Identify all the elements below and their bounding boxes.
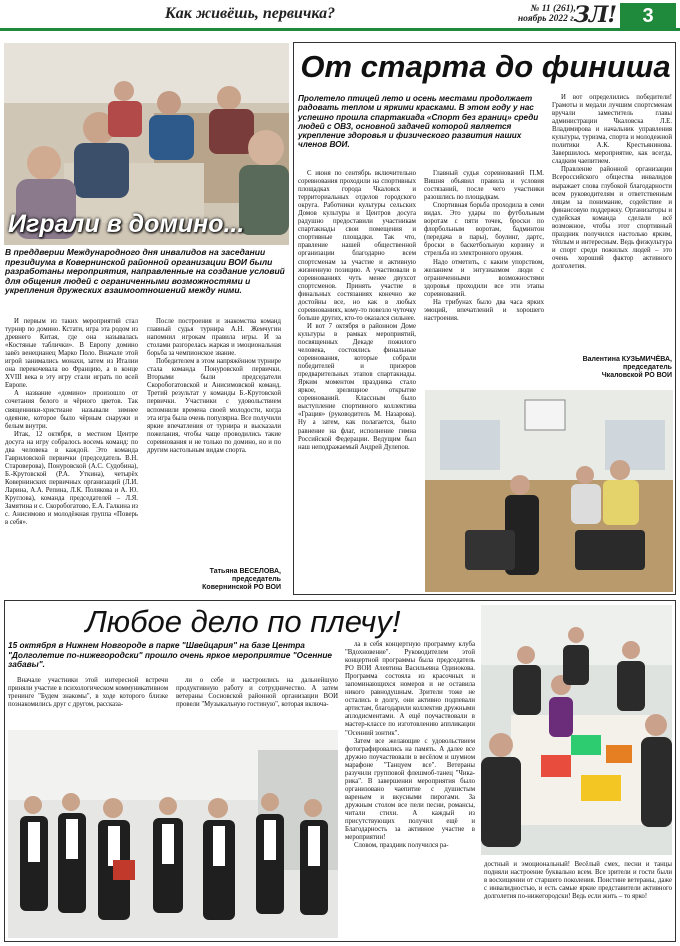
- start-signature: [552, 356, 672, 380]
- page-number: 3: [620, 3, 676, 29]
- domino-title: Играли в домино...: [8, 210, 245, 238]
- issue-info: [506, 4, 576, 24]
- paragraph: На трибунах было два часа ярких эмоций, впечатлений и хорошего настроения.: [424, 298, 544, 322]
- start-col1: [298, 170, 416, 452]
- author-name: Валентина КУЗЬМИЧЁВА,: [582, 356, 672, 363]
- paragraph: С июня по сентябрь включительно соревнования проходили на спортивных площадках города Чкаловск и территориальных отделов городского округа. Работники культуры сельских Домов культуры и Центров досуга радушно предоставили участникам спартакиады свои помещения и спортивные площадки. Так что, правление нашей общественной организации благодарно всем спортсменам за участие и активную жизненную позицию. А участвовали в соревнованиях чуть менее двухсот спортсменов. Принять участие в финальных состязаниях конечно же достойны все, но как в любых соревнованиях, кому-то повезло чуточку больше других, кто-то оказался сильнее.: [298, 170, 416, 322]
- start-col3: [552, 94, 672, 271]
- header-rule: [0, 28, 680, 31]
- paragraph: ли о себе и настроились на дальнейшую продуктивную работу и сотрудничество. А затем ветераны Сосновской районной организации ВОИ провели "Музыкальную гостиную", которая включа-: [176, 677, 338, 709]
- paragraph: Вначале участники этой интересной встречи приняли участие в психологическом коммуникативном тренинге "Будем знакомы", в ходе которого близке познакомились друг с другом, рассказа-: [8, 677, 168, 709]
- paragraph: И вот 7 октября в районном Доме культуры в рамках мероприятий, посвященных Декаде пожилого человека, состоялись финальные соревнования, которые собрали победителей и призеров предварительных этапов спартакиады. Ярким моментом праздника стало яркое, зрелищное открытие соревнований. Классным было выступление спортивного коллектива «Грация» (руководитель М. Назарова). Ну а затем, как полагается, было равнение на флаг, исполнение гимна Российской Федерации. Ведущим был наш неподражаемый Андрей Дулепов.: [298, 322, 416, 451]
- paragraph: И первым из таких мероприятий стал турнир по домино. Кстати, игра эта родом из древнего Китая, где она называлась «Костяные таблички». В Европу домино завёз венецианец Марко Поло. Вначале этой игрой занимались монахи, затем из Италии она перекочевала во Францию, а в конце XVIII века в эту игру стали играть по всей Европе.: [5, 318, 138, 390]
- start-lead: Пролетело птицей лето и осень местами продолжает радовать теплом и яркими красками. В этом году у нас успешно прошла спартакиада «Спорт без границ» среди людей с ОВЗ, основной задачей которой является укрепление здоровья и физического развития наших членов ВОИ.: [298, 94, 539, 150]
- paragraph: Правление районной организации Всероссийского общества инвалидов выражает слова глубокой благодарности всем руководителям и ответственным лицам за понимание, содействие и финансовую поддержку. Организаторы и судейская команда сделали всё возможное, чтобы этот спортивный праздник получился настолько ярким, тёплым и интересным. Ведь физкультура и спорт среди пожилых людей – это очень хороший фактор активного долголетия.: [552, 166, 672, 270]
- veterans-group-image: [8, 730, 338, 938]
- author-org: Чкаловской РО ВОИ: [601, 372, 672, 379]
- paragraph: А название «домино» произошло от сочетания белого и чёрного цветов. Так священники-христиане называли зимнее одеяние, которое было чёрным снаружи и белым внутри.: [5, 390, 138, 430]
- workshop-photo: [481, 605, 672, 855]
- start-title: От старта до финиша: [300, 49, 671, 84]
- issue-number: № 11 (261),: [530, 4, 576, 14]
- section-rubric: Как живёшь, первичка?: [164, 5, 336, 22]
- shoulder-col4: [484, 861, 672, 901]
- paragraph: Затем все желающие с удовольствием фотографировались на память. А далее все дружно поучаствовали в весёлом и шумном марафоне "Танцуем все". Ветераны разучили групповой флешмоб-танец "Чика-рика". В завершении мероприятия было организовано чаепитие с душистым вареньем и вкусными пирогами. За дружным столом все пели песни, романсы, читали стихи. А каждый из присутствующих получил ещё и Благодарность за активное участие в мероприятии!: [345, 737, 475, 842]
- author-role: председатель: [623, 364, 672, 371]
- domino-col2: [147, 318, 281, 455]
- shoulder-lead: 15 октября в Нижнем Новгороде в парке "Швейцария" на базе Центра "Долголетие по-нижегородски" прошло очень яркое мероприятие "Осенние забавы".: [8, 640, 333, 670]
- paragraph: Спортивная борьба проходила в семи видах. Это удары по футбольным воротам с пяти точек, броски по флорбольным воротам, бадминтон (передача в пары), боулинг, дартс, броски в баскетбольную корзину и стрельба из электронного оружия.: [424, 202, 544, 258]
- sports-hall-image: [425, 390, 673, 592]
- shoulder-col2: [176, 677, 338, 709]
- sports-hall-photo: [425, 390, 673, 592]
- domino-lead: В преддверии Международного дня инвалидов на заседании президиума в Ковернинской районной организации ВОИ были разработаны мероприятия, направленные на создание условий для общения людей с ограниченными возможностями и укрепления дружеских взаимоотношений между ними.: [5, 247, 285, 296]
- veterans-photo: [8, 730, 338, 938]
- paragraph: Победителем в этом напряжённом турнире стала команда Понуровской первички. Вторыми были председатели Скоробогатовской и Анисимовской команд. Третий результат у команды Б.-Крутовской первички. Участники с удовольствием вспомнили времена своей молодости, когда эта игра была очень популярна. Все получили яркие впечатления от турнира и высказали пожелания, чтобы чаще проводились такие соревнования и не только по домино, но и по другим настольным видам спорта.: [147, 358, 281, 454]
- craft-workshop-image: [481, 605, 672, 855]
- domino-col1: [5, 318, 138, 527]
- author-org: Ковернинской РО ВОИ: [202, 584, 281, 591]
- shoulder-col3: [345, 641, 475, 850]
- paragraph: После построения и знакомства команд главный судья турнира А.Н. Жемчугин напомнил игрокам правила игры. И за столами разгорелась жаркая и эмоциональная борьба за чемпионское звание.: [147, 318, 281, 358]
- paragraph: достный и эмоциональный! Весёлый смех, песни и танцы подняли настроение буквально всем. Все зрители и гости были в восхищении от старшего поколения. Поистине ветераны, даже с инвалидностью, и есть самые яркие представители активного долголетия по-нижегородски! Ведь если жить – то ярко!: [484, 861, 672, 901]
- newspaper-logo: ЗЛ!: [574, 2, 616, 28]
- issue-date: ноябрь 2022 г.: [517, 14, 576, 24]
- shoulder-title: Любое дело по плечу!: [85, 604, 401, 639]
- paragraph: И вот определились победители! Грамоты и медали лучшим спортсменам вручали заместитель главы администрации Чкаловска Л.Е. Владимирова и начальник управления культуры, туризма, спорта и молодежной политики А.К. Крестьянинова. Завершилось мероприятие, как всегда, сладким чаепитием.: [552, 94, 672, 166]
- paragraph: Надо отметить, с каким упорством, желанием и энтузиазмом люди с ограниченными возможностями здоровья проходили все эти этапы соревнований.: [424, 258, 544, 298]
- paragraph: Итак, 12 октября, в местном Центре досуга на игру собралось восемь команд: по два человека в каждой. Это команда Гавриловской первички (председатель В.Н. Староверова), Понуровской (А.С. Судобина), Б.-Крутовской (Р.А. Уткина), четырёх Ковернинских первичных организаций (Л.И. Ларина, А.А. Репина, Л.К. Полякова и А. Ю. Круглова), команда председателей – Л.Я. Замятина и с. Скоробогатово, Е.А. Галкина из с. Анисимово и молодёжная группа «Поверь в себя».: [5, 430, 138, 527]
- shoulder-col1: [8, 677, 168, 709]
- author-name: Татьяна ВЕСЕЛОВА,: [209, 568, 281, 575]
- domino-signature: [147, 568, 281, 592]
- paragraph: ла в себя концертную программу клуба "Вдохновение". Руководителем этой концертной программы была председатель РО ВОИ Алевтина Васильевна Одинокова. Программа состояла из красочных и запоминающихся номеров и не оставила никого равнодушным. Зрители тоже не остались в долгу, они активно подпевали артистам, благодарили коллектив дружными аплодисментами. А ещё поучаствовали в мастер-классе по изготовлению аппликации "Осенний зонтик".: [345, 641, 475, 737]
- paragraph: Словом, праздник получился ра-: [354, 842, 449, 850]
- author-role: председатель: [232, 576, 281, 583]
- paragraph: Главный судья соревнований П.М. Вишня объявил правила и условия состязаний, после чего участники разошлись по площадкам.: [424, 170, 544, 202]
- start-col2: [424, 170, 544, 323]
